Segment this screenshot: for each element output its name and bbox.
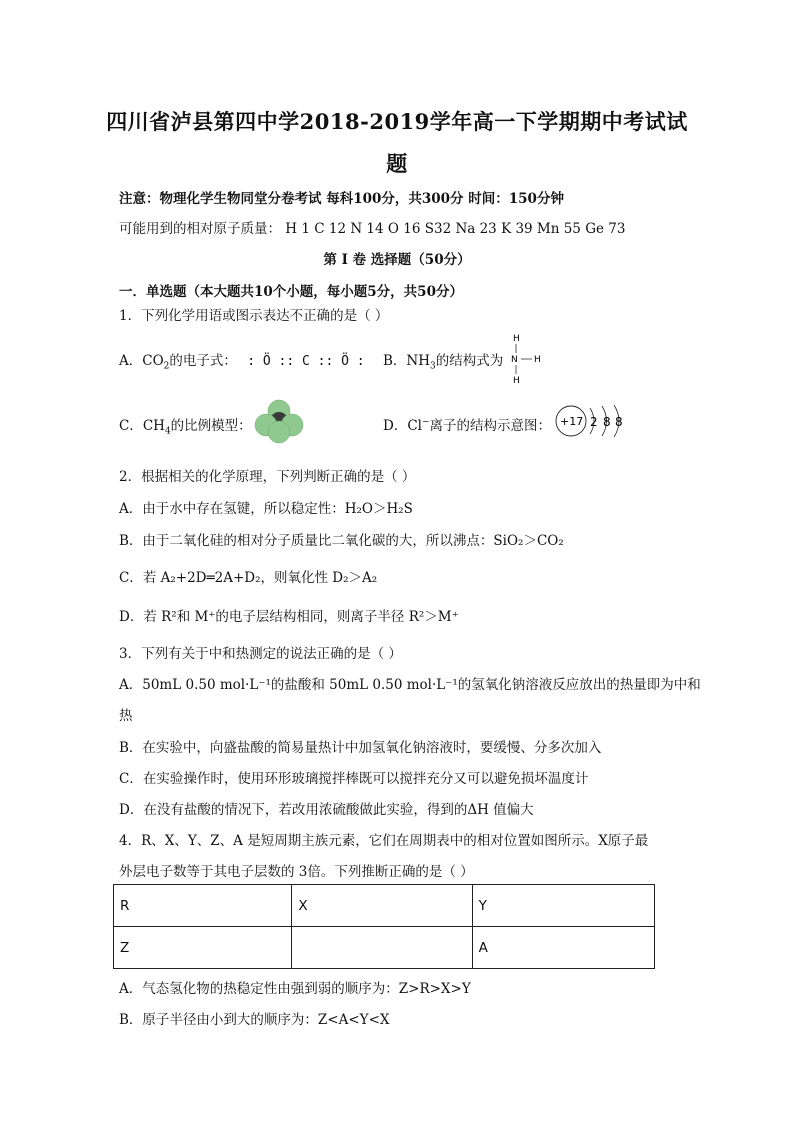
- q1-option-d: D．Cl−离子的结构示意图：: [383, 417, 552, 434]
- table-row: [114, 927, 655, 969]
- svg-text:8: 8: [615, 415, 623, 429]
- periodic-position-table: [113, 884, 655, 969]
- table-cell: [292, 927, 472, 969]
- section-title: 一．单选题（本大题共10个小题，每小题5分，共50分）: [119, 284, 463, 300]
- volume-title: 第 I 卷 选择题（50分）: [323, 252, 471, 268]
- exam-notice: 注意：物理化学生物同堂分卷考试 每科100分，共300分 时间：150分钟: [119, 191, 564, 207]
- q3-option-a-cont: 热: [119, 708, 133, 724]
- svg-text:+17: +17: [560, 415, 584, 428]
- q4-option-b: B．原子半径由小到大的顺序为：Z<A<Y<X: [119, 1012, 390, 1028]
- svg-text:H: H: [534, 355, 541, 365]
- q3-stem: 3．下列有关于中和热测定的说法正确的是（ ）: [119, 646, 402, 662]
- svg-text:H: H: [513, 334, 520, 344]
- q1-option-c: C．$CH_4$的比例模型：: [119, 418, 252, 437]
- table-cell: Z: [114, 927, 292, 969]
- q2-option-a: A．由于水中存在氢键，所以稳定性：H₂O＞H₂S: [119, 501, 413, 517]
- q2-option-c: C．若 A₂+2D═2A+D₂，则氧化性 D₂＞A₂: [119, 570, 378, 586]
- table-cell: Y: [472, 885, 654, 927]
- nh3-structure-diagram: [506, 331, 554, 387]
- table-cell: X: [292, 885, 472, 927]
- q4-option-a: A．气态氢化物的热稳定性由强到弱的顺序为：Z>R>X>Y: [119, 981, 471, 997]
- table-cell: A: [472, 927, 654, 969]
- q2-stem: 2．根据相关的化学原理，下列判断正确的是（ ）: [119, 469, 416, 485]
- svg-text:2: 2: [590, 415, 598, 429]
- table-row: [114, 885, 655, 927]
- q1-option-a: A．$CO_2$的电子式： : Ö :: C :: Ö :: [119, 353, 365, 372]
- table-cell: R: [114, 885, 292, 927]
- q2-option-d: D．若 R²和 M⁺的电子层结构相同，则离子半径 R²＞M⁺: [119, 609, 459, 625]
- ch4-space-filling-model: [254, 398, 304, 444]
- q1-option-b: B．$NH_3$的结构式为: [383, 353, 504, 372]
- cl-ion-structure-diagram: [554, 402, 630, 440]
- page-title-cont: 题: [386, 151, 408, 176]
- q3-option-c: C．在实验操作时，使用环形玻璃搅拌棒既可以搅拌充分又可以避免损坏温度计: [119, 771, 589, 787]
- q1-stem: 1．下列化学用语或图示表达不正确的是（ ）: [119, 308, 389, 324]
- q3-option-a: A．50mL 0.50 mol·L⁻¹的盐酸和 50mL 0.50 mol·L⁻¹的氢氧化钠溶液反应放出的热量即为中和: [119, 677, 701, 693]
- q2-option-b: B．由于二氧化硅的相对分子质量比二氧化碳的大，所以沸点：SiO₂＞CO₂: [119, 533, 564, 549]
- atomic-masses: 可能用到的相对原子质量： H 1 C 12 N 14 O 16 S32 Na 23 K 39 Mn 55 Ge 73: [119, 221, 626, 237]
- svg-text:H: H: [513, 376, 520, 386]
- svg-text:8: 8: [603, 415, 611, 429]
- q3-option-d: D．在没有盐酸的情况下，若改用浓硫酸做此实验，得到的ΔH 值偏大: [119, 802, 534, 818]
- q4-stem-cont: 外层电子数等于其电子层数的 3倍。下列推断正确的是（ ）: [119, 864, 474, 880]
- svg-text:N: N: [511, 355, 518, 365]
- co2-electron-formula: : Ö :: C :: Ö :: [247, 354, 365, 369]
- q4-stem: 4．R、X、Y、Z、A 是短周期主族元素，它们在周期表中的相对位置如图所示。X原子最: [119, 833, 649, 849]
- page-title: 四川省泸县第四中学2018-2019学年高一下学期期中考试试: [106, 109, 688, 134]
- q3-option-b: B．在实验中，向盛盐酸的简易量热计中加氢氧化钠溶液时，要缓慢、分多次加入: [119, 740, 602, 756]
